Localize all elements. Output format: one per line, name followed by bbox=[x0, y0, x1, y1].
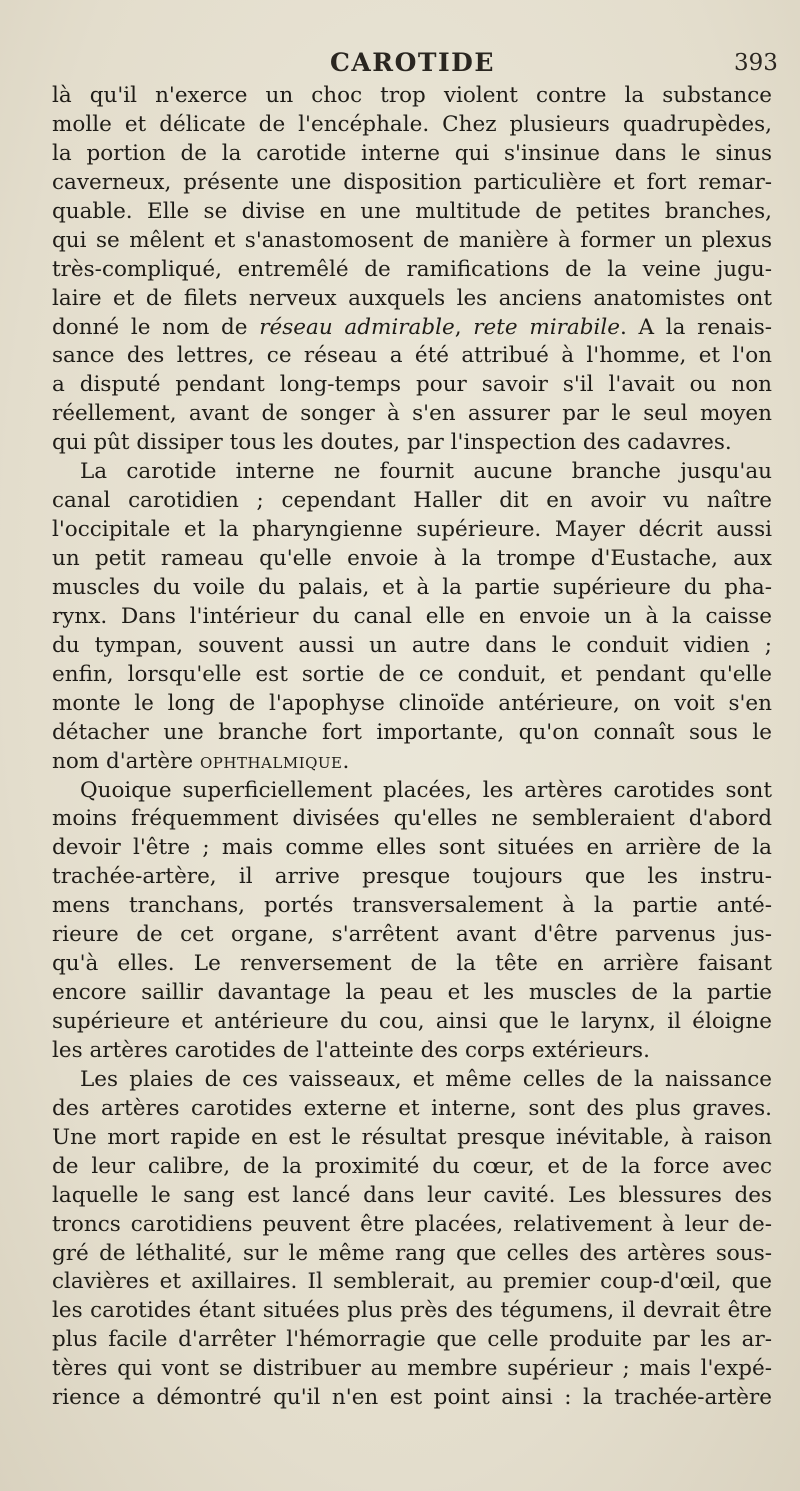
text-line: des artères carotides externe et interne, sont des plus graves. bbox=[52, 1095, 772, 1121]
text-line: enfin, lorsqu'elle est sortie de ce conduit, et pendant qu'elle bbox=[52, 661, 772, 687]
page-number: 393 bbox=[734, 50, 778, 76]
text-line: un petit rameau qu'elle envoie à la trompe d'Eustache, aux bbox=[52, 546, 772, 571]
italic-term: réseau admirable bbox=[259, 314, 455, 340]
text-line: troncs carotidiens peuvent être placées, relativement à leur de- bbox=[52, 1211, 772, 1237]
text-fragment: . bbox=[342, 748, 350, 774]
text-line: muscles du voile du palais, et à la partie supérieure du pha- bbox=[52, 574, 772, 600]
text-line: Une mort rapide en est le résultat presque inévitable, à raison bbox=[52, 1124, 772, 1150]
running-head: CAROTIDE bbox=[330, 48, 495, 77]
italic-term: rete mirabile bbox=[473, 314, 620, 340]
text-line: qui se mêlent et s'anastomosent de manière à former un plexus bbox=[52, 227, 772, 253]
text-line: les artères carotides de l'atteinte des corps extérieurs. bbox=[52, 1037, 650, 1063]
text-line: supérieure et antérieure du cou, ainsi que le larynx, il éloigne bbox=[52, 1009, 772, 1034]
text-line: a disputé pendant long-temps pour savoir s'il l'avait ou non bbox=[52, 372, 772, 398]
page-header bbox=[0, 40, 800, 80]
text-line: laquelle le sang est lancé dans leur cavité. Les blessures des bbox=[52, 1182, 772, 1208]
text-line: clavières et axillaires. Il semblerait, au premier coup-d'œil, que bbox=[52, 1269, 772, 1295]
text-line: molle et délicate de l'encéphale. Chez plusieurs quadrupèdes, bbox=[52, 111, 772, 137]
text-line: canal carotidien ; cependant Haller dit en avoir vu naître bbox=[52, 488, 772, 514]
text-line: monte le long de l'apophyse clinoïde antérieure, on voit s'en bbox=[52, 690, 772, 716]
text-line: là qu'il n'exerce un choc trop violent contre la substance bbox=[52, 83, 772, 108]
smallcaps-term: ophthalmique bbox=[199, 748, 343, 774]
text-line: mens tranchans, portés transversalement à la partie anté- bbox=[52, 893, 772, 919]
text-line: caverneux, présente une disposition particulière et fort remar- bbox=[52, 169, 772, 195]
text-line bbox=[52, 314, 772, 343]
text-line: laire et de filets nerveux auxquels les anciens anatomistes ont bbox=[52, 285, 772, 311]
text-line: l'occipitale et la pharyngienne supérieure. Mayer décrit aussi bbox=[52, 517, 772, 543]
text-line: rieure de cet organe, s'arrêtent avant d'être parvenus jus- bbox=[52, 922, 772, 948]
text-line: plus facile d'arrêter l'hémorragie que celle produite par les ar- bbox=[52, 1327, 772, 1353]
paragraph-start: La carotide interne ne fournit aucune branche jusqu'au bbox=[80, 459, 772, 485]
text-line: réellement, avant de songer à s'en assurer par le seul moyen bbox=[52, 401, 772, 427]
text-line: trachée-artère, il arrive presque toujours que les instru- bbox=[52, 864, 772, 890]
text-line: qui pût dissiper tous les doutes, par l'inspection des cadavres. bbox=[52, 430, 732, 456]
body-text bbox=[52, 82, 772, 1413]
text-line: détacher une branche fort importante, qu'on connaît sous le bbox=[52, 719, 772, 745]
text-line: sance des lettres, ce réseau a été attribué à l'homme, et l'on bbox=[52, 343, 772, 369]
text-line: rynx. Dans l'intérieur du canal elle en envoie un à la caisse bbox=[52, 603, 772, 629]
text-line: quable. Elle se divise en une multitude de petites branches, bbox=[52, 198, 772, 224]
text-line: moins fréquemment divisées qu'elles ne sembleraient d'abord bbox=[52, 806, 772, 832]
text-line: les carotides étant situées plus près des tégumens, il devrait être bbox=[52, 1298, 772, 1324]
paragraph-start: Les plaies de ces vaisseaux, et même celles de la naissance bbox=[80, 1066, 772, 1092]
text-fragment: , bbox=[454, 314, 474, 340]
text-line: gré de léthalité, sur le même rang que celles des artères sous- bbox=[52, 1240, 772, 1266]
text-line: rience a démontré qu'il n'en est point ainsi : la trachée-artère bbox=[52, 1385, 772, 1411]
text-line: encore saillir davantage la peau et les muscles de la partie bbox=[52, 980, 772, 1006]
paragraph-start: Quoique superficiellement placées, les artères carotides sont bbox=[80, 777, 772, 803]
text-line: qu'à elles. Le renversement de la tête en arrière faisant bbox=[52, 951, 772, 977]
text-line: du tympan, souvent aussi un autre dans le conduit vidien ; bbox=[52, 632, 772, 658]
text-line: très-compliqué, entremêlé de ramifications de la veine jugu- bbox=[52, 256, 772, 282]
text-line: de leur calibre, de la proximité du cœur, et de la force avec bbox=[52, 1153, 772, 1179]
text-fragment: donné le nom de bbox=[52, 314, 260, 340]
text-line: la portion de la carotide interne qui s'insinue dans le sinus bbox=[52, 140, 772, 166]
text-fragment: nom d'artère bbox=[52, 748, 200, 774]
text-fragment: . A la renais- bbox=[619, 314, 773, 340]
text-line: devoir l'être ; mais comme elles sont situées en arrière de la bbox=[52, 835, 772, 861]
text-line bbox=[52, 748, 772, 777]
text-line: tères qui vont se distribuer au membre supérieur ; mais l'expé- bbox=[52, 1356, 772, 1382]
